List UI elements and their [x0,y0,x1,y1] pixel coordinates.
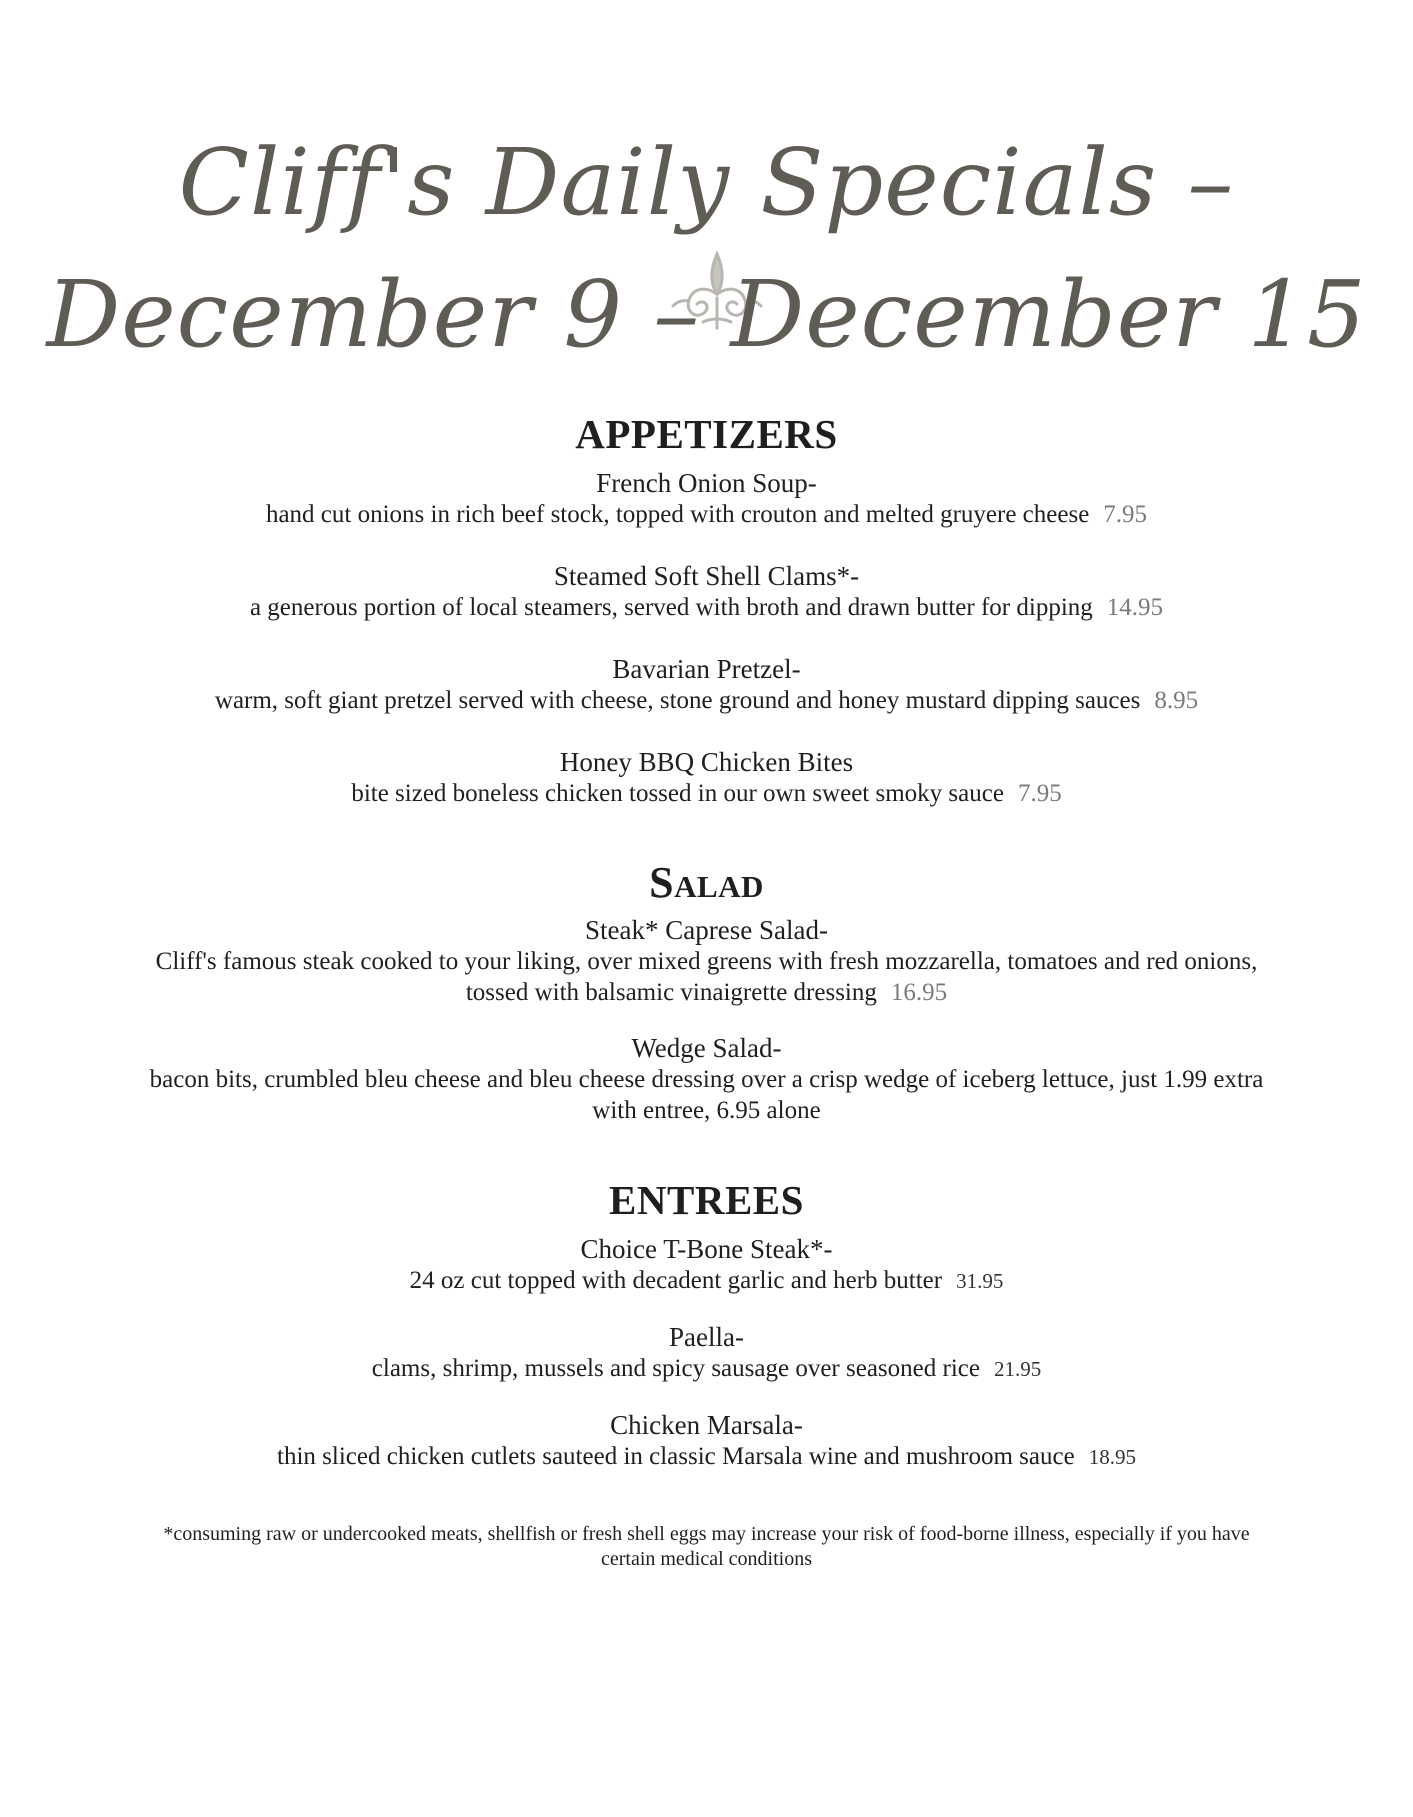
item-desc-text: thin sliced chicken cutlets sauteed in classic Marsala wine and mushroom sauce [277,1443,1075,1470]
item-name: Wedge Salad- [631,1033,782,1063]
menu-item [60,915,1353,1008]
menu-item [60,1322,1353,1385]
item-description-line2 [60,977,1353,1008]
menu-item [60,747,1353,809]
item-price: 8.95 [1154,687,1199,714]
item-description [60,778,1353,809]
menu-body [60,410,1353,1473]
item-desc-text: clams, shrimp, mussels and spicy sausage over seasoned rice [371,1355,980,1382]
item-name: Bavarian Pretzel- [612,654,801,684]
item-name: Steak* Caprese Salad- [585,915,828,945]
item-price: 7.95 [1103,501,1148,528]
disclaimer-line2: certain medical conditions [600,1548,813,1570]
disclaimer-line1: *consuming raw or undercooked meats, shellfish or fresh shell eggs may increase your risk of food-borne illness, especially if you have [163,1523,1250,1545]
menu-item [60,654,1353,716]
item-price: 18.95 [1088,1445,1136,1469]
item-description-line1: Cliff's famous steak cooked to your liking, over mixed greens with fresh mozzarella, tomatoes and red onions, [155,948,1258,975]
item-desc-text: a generous portion of local steamers, served with broth and drawn butter for dipping [249,594,1093,621]
item-price: 14.95 [1106,594,1164,621]
menu-item [60,1234,1353,1297]
item-desc-text: warm, soft giant pretzel served with cheese, stone ground and honey mustard dipping sauces [214,687,1141,714]
menu-item [60,1033,1353,1126]
item-description [60,592,1353,623]
menu-title-line1: Cliff's Daily Specials – [178,129,1235,236]
menu-item [60,468,1353,530]
item-name: Choice T-Bone Steak*- [580,1234,833,1264]
item-desc-text: hand cut onions in rich beef stock, topped with crouton and melted gruyere cheese [265,501,1090,528]
menu-title-line2: December 9 – December 15 [46,261,1367,368]
item-price: 7.95 [1017,780,1062,807]
section-heading-salad: Salad [649,858,764,907]
section-heading-entrees: ENTREES [609,1177,804,1223]
item-name: French Onion Soup- [596,468,817,498]
item-description [60,499,1353,530]
item-price: 21.95 [993,1357,1042,1381]
item-name: Paella- [669,1322,744,1352]
menu-item [60,1410,1353,1473]
item-name: Honey BBQ Chicken Bites [559,747,854,777]
food-safety-disclaimer [100,1522,1313,1572]
item-price: 16.95 [890,979,948,1006]
item-desc-text: 24 oz cut topped with decadent garlic and herb butter [409,1267,943,1294]
item-price: 31.95 [956,1269,1004,1293]
item-description [60,685,1353,716]
item-description-line1: bacon bits, crumbled bleu cheese and bleu cheese dressing over a crisp wedge of iceberg lettuce, just 1.99 extra [149,1066,1264,1093]
item-desc-text: tossed with balsamic vinaigrette dressing [465,979,877,1006]
item-name: Steamed Soft Shell Clams*- [553,561,860,591]
menu-item [60,561,1353,623]
item-desc-text: bite sized boneless chicken tossed in our own sweet smoky sauce [351,780,1004,807]
item-description [60,1265,1353,1297]
item-description [60,1441,1353,1473]
item-name: Chicken Marsala- [610,1410,803,1440]
section-heading-appetizers: APPETIZERS [575,411,838,457]
item-description-line2: with entree, 6.95 alone [592,1097,821,1124]
item-description [60,1353,1353,1385]
